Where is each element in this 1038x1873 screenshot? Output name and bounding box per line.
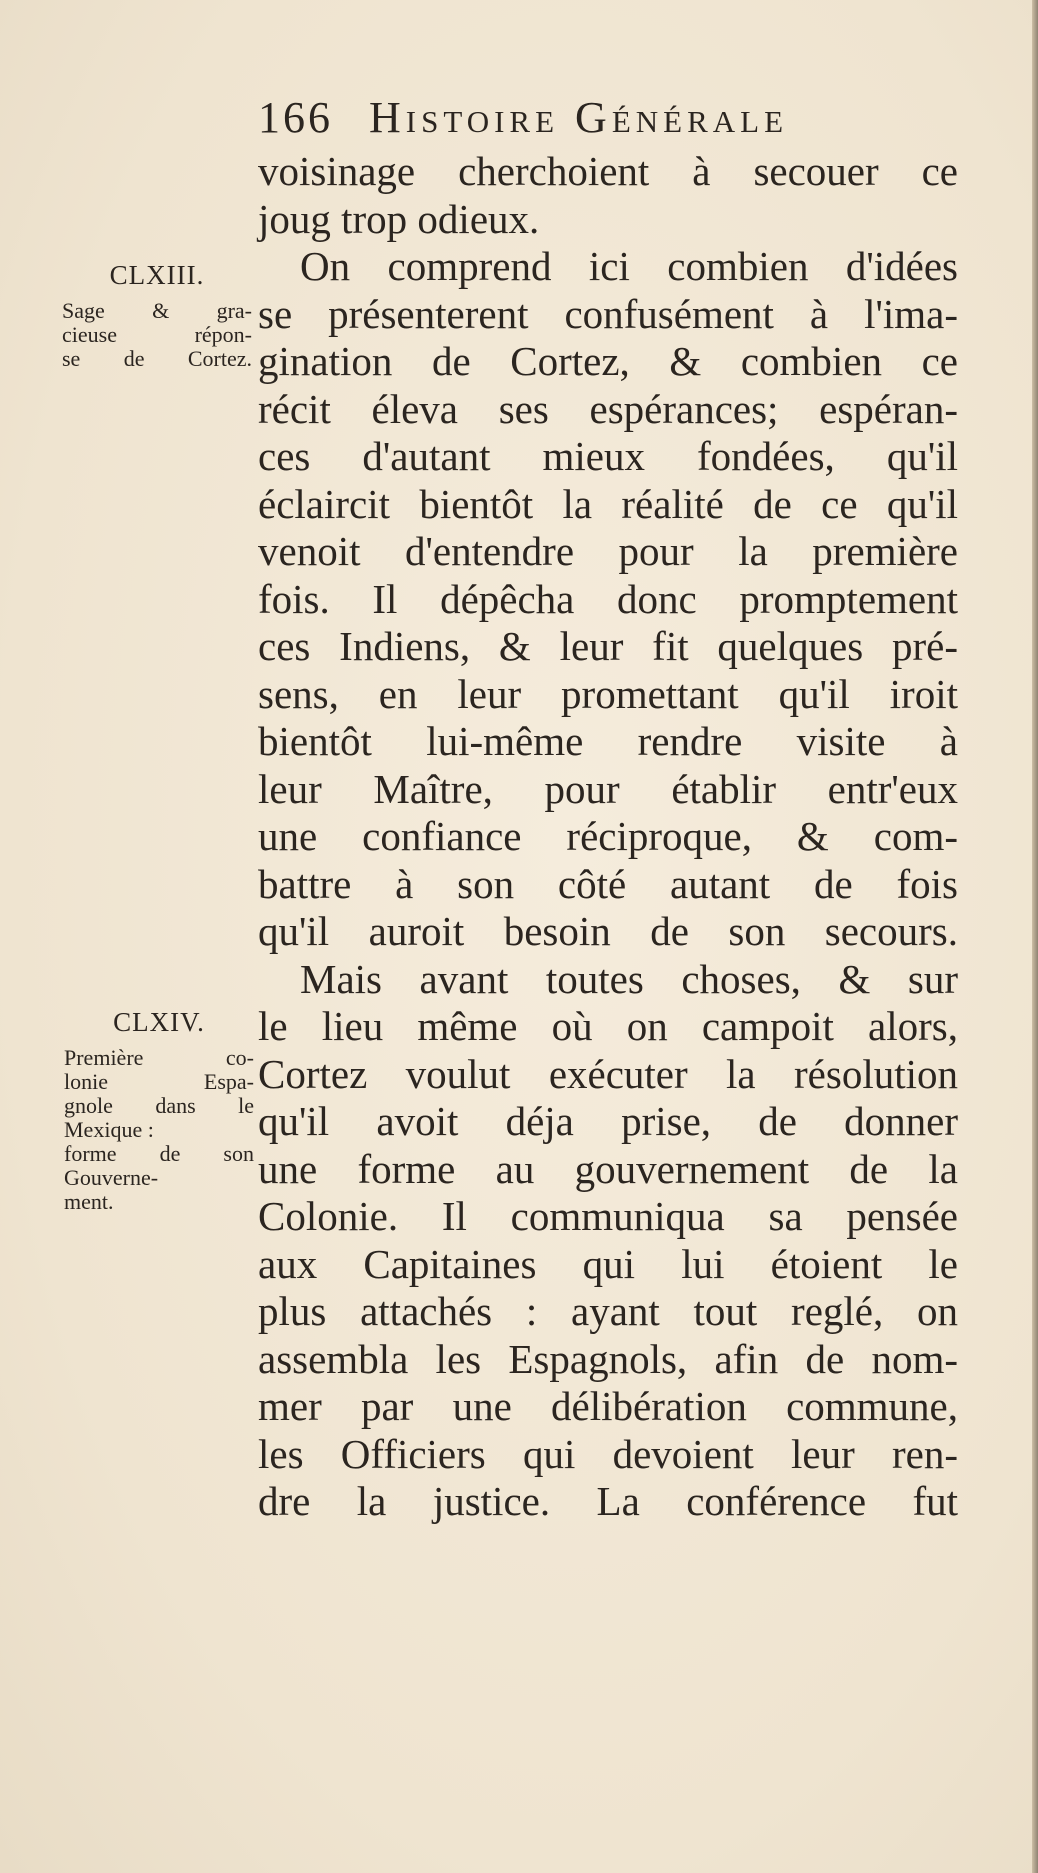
marginal-note-line: Première co- [64,1045,254,1070]
text-line: fois. Il dépêcha donc promptement [258,575,958,622]
marginal-note-line: Gouverne- [64,1165,159,1190]
text-line: venoit d'entendre pour la première [258,528,958,574]
text-line: plus attachés : ayant tout reglé, on [258,1288,958,1334]
text-line: Mais avant toutes choses, & sur [300,955,958,1002]
body-text [258,148,958,1526]
text-line: une forme au gouvernement de la [258,1145,958,1192]
text-line: voisinage cherchoient à secouer ce [258,148,958,194]
text-line: bientôt lui-même rendre visite à [258,718,958,764]
text-line: qu'il auroit besoin de son secours. [258,908,958,954]
marginal-note-line: ment. [64,1189,114,1214]
text-line: les Officiers qui devoient leur ren- [258,1430,958,1477]
text-line: Cortez voulut exécuter la résolution [258,1050,958,1097]
text-line: sens, en leur promettant qu'il iroit [258,670,958,717]
text-line: une confiance réciproque, & com- [258,813,958,859]
running-title: Histoire Générale [369,93,789,142]
text-line: éclaircit bientôt la réalité de ce qu'il [258,480,958,527]
marginal-note-line: se de Cortez. [62,346,252,371]
text-line: assembla les Espagnols, afin de nom- [258,1335,958,1382]
running-header [258,92,958,143]
marginal-note-line: lonie Espa- [64,1069,254,1094]
text-line: qu'il avoit déja prise, de donner [258,1098,958,1144]
section-numeral: CLXIII. [109,260,205,290]
text-line: battre à son côté autant de fois [258,860,958,907]
marginal-note [64,999,254,1214]
text-line: Colonie. Il communiqua sa pensée [258,1193,958,1239]
text-line: récit éleva ses espérances; espéran- [258,385,958,432]
section-numeral: CLXIV. [113,1007,205,1037]
text-line: aux Capitaines qui lui étoient le [258,1240,958,1287]
marginal-note [62,252,252,371]
text-line: ces d'autant mieux fondées, qu'il [258,433,958,479]
text-line: joug trop odieux. [258,195,540,242]
text-line: gination de Cortez, & combien ce [258,338,958,384]
text-line: dre la justice. La conférence fut [258,1478,958,1524]
marginal-note-line: gnole dans le [64,1093,254,1118]
text-line: mer par une délibération commune, [258,1383,958,1429]
marginal-note-line: cieuse répon- [62,322,252,347]
page-number: 166 [258,93,333,142]
marginal-note-line: Mexique : [64,1117,154,1142]
text-line: leur Maître, pour établir entr'eux [258,765,958,812]
text-line: le lieu même où on campoit alors, [258,1003,958,1049]
page-edge [1032,0,1038,1873]
text-line: ces Indiens, & leur fit quelques pré- [258,623,958,669]
marginal-note-line: Sage & gra- [62,298,252,323]
text-line: On comprend ici combien d'idées [300,243,958,289]
text-line: se présenterent confusément à l'ima- [258,290,958,337]
marginal-note-line: forme de son [64,1141,254,1166]
